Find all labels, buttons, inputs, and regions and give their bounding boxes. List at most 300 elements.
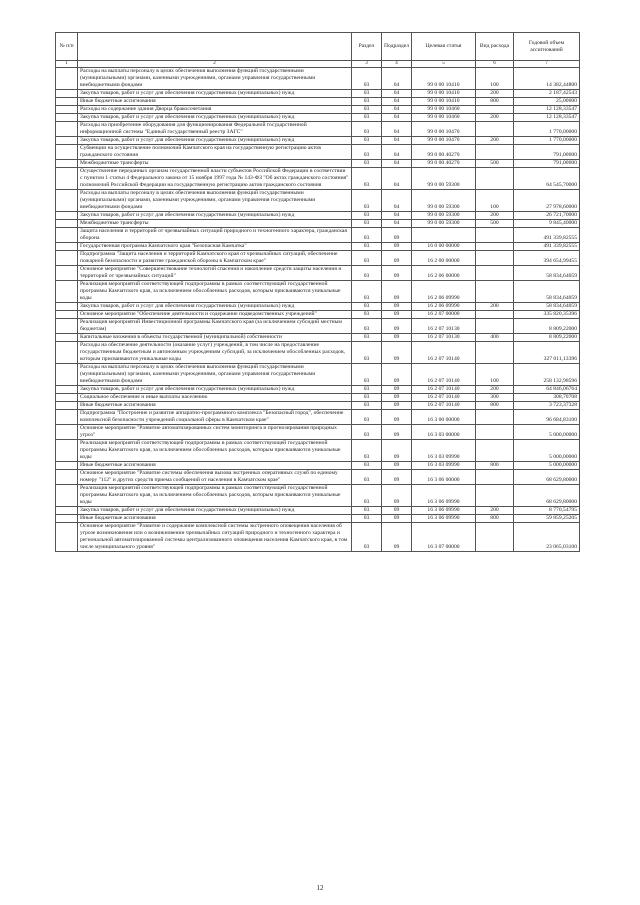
row-number-cell — [56, 410, 78, 425]
row-expense-type-cell: 200 — [476, 386, 514, 394]
table-row — [56, 145, 580, 160]
row-target-article-cell: 16 2 07 10140 — [412, 402, 476, 410]
row-target-article-cell: 16 3 06 09990 — [412, 515, 476, 523]
row-expense-type-cell — [476, 243, 514, 251]
table-row — [56, 122, 580, 137]
row-razdel-cell: 03 — [352, 311, 382, 319]
row-razdel-cell: 03 — [352, 160, 382, 168]
row-razdel-cell: 03 — [352, 266, 382, 281]
row-podrazdel-cell: 09 — [382, 386, 412, 394]
row-name-cell: Закупка товаров, работ и услуг для обеспечения государственных (муниципальных) нужд — [78, 386, 352, 394]
row-podrazdel-cell: 09 — [382, 462, 412, 470]
row-target-article-cell: 16 2 07 10140 — [412, 386, 476, 394]
row-target-article-cell: 16 2 06 09990 — [412, 303, 476, 311]
row-number-cell — [56, 440, 78, 462]
row-podrazdel-cell: 09 — [382, 342, 412, 364]
row-number-cell — [56, 319, 78, 334]
row-target-article-cell: 16 0 00 00000 — [412, 243, 476, 251]
row-name-cell: Расходы на приобретение оборудования для функционирования Федеральной государственной информационной системы "Единый государственный реестр ЗАГС" — [78, 122, 352, 137]
row-name-cell: Основное мероприятие "Совершенствование технологий спасения и накопление средств защиты населения и территорий от чрезвычайных ситуаций" — [78, 266, 352, 281]
row-razdel-cell: 03 — [352, 190, 382, 212]
row-podrazdel-cell: 09 — [382, 364, 412, 386]
row-podrazdel-cell: 04 — [382, 168, 412, 190]
row-name-cell: Расходы на выплаты персоналу в целях обеспечения выполнения функций государственными (муниципальными) органами, казенными учреждениями, органами управления государственными внебюджетными фондами — [78, 364, 352, 386]
row-target-article-cell: 99 0 00 59300 — [412, 220, 476, 228]
row-expense-type-cell — [476, 311, 514, 319]
row-expense-type-cell: 100 — [476, 364, 514, 386]
row-name-cell: Иные бюджетные ассигнования — [78, 402, 352, 410]
row-number-cell — [56, 485, 78, 507]
column-number: 7 — [514, 61, 580, 68]
table-row — [56, 515, 580, 523]
row-amount-cell: 1 770,00000 — [514, 122, 580, 137]
row-razdel-cell: 03 — [352, 523, 382, 552]
row-podrazdel-cell: 09 — [382, 251, 412, 266]
row-razdel-cell: 03 — [352, 425, 382, 440]
table-row — [56, 470, 580, 485]
row-expense-type-cell — [476, 523, 514, 552]
row-target-article-cell: 16 3 03 00000 — [412, 425, 476, 440]
row-podrazdel-cell: 09 — [382, 334, 412, 342]
row-name-cell: Иные бюджетные ассигнования — [78, 462, 352, 470]
row-podrazdel-cell: 04 — [382, 190, 412, 212]
row-target-article-cell: 99 0 00 10460 — [412, 106, 476, 114]
row-number-cell — [56, 425, 78, 440]
row-podrazdel-cell: 09 — [382, 402, 412, 410]
row-target-article-cell: 16 3 03 09990 — [412, 440, 476, 462]
row-amount-cell: 491 339,82555 — [514, 228, 580, 243]
row-razdel-cell: 03 — [352, 364, 382, 386]
row-amount-cell: 258 132,98596 — [514, 364, 580, 386]
row-number-cell — [56, 281, 78, 303]
header-no: № п/п — [56, 33, 78, 61]
row-name-cell: Межбюджетные трансферты — [78, 160, 352, 168]
row-expense-type-cell — [476, 228, 514, 243]
row-name-cell: Межбюджетные трансферты — [78, 220, 352, 228]
table-row — [56, 228, 580, 243]
row-expense-type-cell: 800 — [476, 515, 514, 523]
row-razdel-cell: 03 — [352, 168, 382, 190]
row-podrazdel-cell: 09 — [382, 266, 412, 281]
row-amount-cell: 5 000,00000 — [514, 425, 580, 440]
row-razdel-cell: 03 — [352, 106, 382, 114]
row-target-article-cell: 16 3 00 00000 — [412, 410, 476, 425]
row-expense-type-cell — [476, 485, 514, 507]
row-podrazdel-cell: 04 — [382, 145, 412, 160]
row-target-article-cell: 99 0 00 10470 — [412, 137, 476, 145]
column-number: 3 — [352, 61, 382, 68]
row-razdel-cell: 03 — [352, 137, 382, 145]
row-amount-cell: 64 545,70000 — [514, 168, 580, 190]
row-name-cell: Субвенции на осуществление полномочий Камчатского края на государственную регистрацию актов гражданского состояния — [78, 145, 352, 160]
row-razdel-cell: 03 — [352, 440, 382, 462]
row-target-article-cell: 16 3 06 09990 — [412, 485, 476, 507]
row-number-cell — [56, 243, 78, 251]
row-expense-type-cell: 800 — [476, 402, 514, 410]
row-podrazdel-cell: 09 — [382, 515, 412, 523]
row-razdel-cell: 03 — [352, 394, 382, 402]
row-expense-type-cell: 800 — [476, 98, 514, 106]
row-target-article-cell: 99 0 00 40270 — [412, 145, 476, 160]
row-podrazdel-cell: 09 — [382, 311, 412, 319]
row-razdel-cell: 03 — [352, 68, 382, 90]
table-row — [56, 114, 580, 122]
row-podrazdel-cell: 04 — [382, 160, 412, 168]
row-number-cell — [56, 251, 78, 266]
row-amount-cell: 58 834,64059 — [514, 266, 580, 281]
row-amount-cell: 9 845,40000 — [514, 220, 580, 228]
row-razdel-cell: 03 — [352, 228, 382, 243]
row-expense-type-cell: 500 — [476, 160, 514, 168]
row-expense-type-cell: 200 — [476, 303, 514, 311]
row-razdel-cell: 03 — [352, 212, 382, 220]
row-amount-cell: 12 128,33547 — [514, 114, 580, 122]
row-target-article-cell: 99 0 00 10460 — [412, 114, 476, 122]
row-name-cell: Социальное обеспечение и иные выплаты населению — [78, 394, 352, 402]
row-name-cell: Расходы на выплаты персоналу в целях обеспечения выполнения функций государственными (муниципальными) органами, казенными учреждениями, органами управления государственными внебюджетными фондами — [78, 190, 352, 212]
row-expense-type-cell — [476, 281, 514, 303]
row-target-article-cell: 99 0 00 10410 — [412, 98, 476, 106]
row-target-article-cell: 16 2 06 00000 — [412, 266, 476, 281]
row-amount-cell: 58 834,64059 — [514, 303, 580, 311]
row-target-article-cell: 16 2 07 00000 — [412, 311, 476, 319]
table-row — [56, 251, 580, 266]
table-row — [56, 106, 580, 114]
row-target-article-cell: 99 0 00 59300 — [412, 212, 476, 220]
table-row — [56, 364, 580, 386]
table-row — [56, 137, 580, 145]
row-razdel-cell: 03 — [352, 281, 382, 303]
table-row — [56, 507, 580, 515]
table-row — [56, 523, 580, 552]
row-expense-type-cell: 300 — [476, 394, 514, 402]
row-razdel-cell: 03 — [352, 122, 382, 137]
row-expense-type-cell — [476, 440, 514, 462]
row-number-cell — [56, 220, 78, 228]
table-row — [56, 485, 580, 507]
row-number-cell — [56, 106, 78, 114]
row-number-cell — [56, 334, 78, 342]
row-number-cell — [56, 364, 78, 386]
row-amount-cell: 2 187,42543 — [514, 90, 580, 98]
row-amount-cell: 64 846,06764 — [514, 386, 580, 394]
page-number: 12 — [316, 884, 324, 892]
row-amount-cell: 1 770,00000 — [514, 137, 580, 145]
row-target-article-cell: 16 2 07 10130 — [412, 334, 476, 342]
header-annual-amount: Годовой объем ассигнований — [514, 33, 580, 61]
row-target-article-cell: 16 3 06 00000 — [412, 470, 476, 485]
table-header-row — [56, 33, 580, 61]
row-podrazdel-cell: 09 — [382, 243, 412, 251]
row-number-cell — [56, 342, 78, 364]
table-row — [56, 342, 580, 364]
budget-table — [55, 32, 580, 552]
row-target-article-cell: 99 0 00 10410 — [412, 90, 476, 98]
row-expense-type-cell: 200 — [476, 212, 514, 220]
row-number-cell — [56, 515, 78, 523]
table-row — [56, 334, 580, 342]
row-amount-cell: 308,70708 — [514, 394, 580, 402]
row-podrazdel-cell: 09 — [382, 485, 412, 507]
row-name-cell: Основное мероприятие "Развитие системы обеспечения вызова экстренных оперативных служб по единому номеру "112" и других средств приема сообщений от населения в Камчатском крае" — [78, 470, 352, 485]
row-razdel-cell: 03 — [352, 145, 382, 160]
row-number-cell — [56, 145, 78, 160]
row-amount-cell: 23 065,03100 — [514, 523, 580, 552]
row-expense-type-cell — [476, 106, 514, 114]
row-amount-cell: 8 809,22000 — [514, 319, 580, 334]
row-target-article-cell: 16 2 07 10140 — [412, 364, 476, 386]
row-target-article-cell: 99 0 00 59300 — [412, 168, 476, 190]
row-name-cell: Осуществление переданных органам государственной власти субъектов Российской Федерации в соответствии с пунктом 1 статьи 4 Федерального закона от 15 ноября 1997 года № 143-ФЗ "Об актах гражданского состояния" полномочий Российской Федерации на государственную регистрацию актов гражданского состояния — [78, 168, 352, 190]
table-row — [56, 425, 580, 440]
row-name-cell: Основное мероприятие "Обеспечение деятельности и содержание подведомственных учреждений" — [78, 311, 352, 319]
table-row — [56, 402, 580, 410]
table-row — [56, 311, 580, 319]
row-podrazdel-cell: 04 — [382, 122, 412, 137]
row-podrazdel-cell: 09 — [382, 440, 412, 462]
column-number: 6 — [476, 61, 514, 68]
row-expense-type-cell — [476, 145, 514, 160]
table-row — [56, 319, 580, 334]
row-razdel-cell: 03 — [352, 470, 382, 485]
row-number-cell — [56, 168, 78, 190]
table-row — [56, 160, 580, 168]
row-name-cell: Реализация мероприятий соответствующей подпрограммы в рамках соответствующей государственной программы Камчатского края, за исключением обособленных расходов, которым присваиваются уникальные коды — [78, 281, 352, 303]
table-row — [56, 410, 580, 425]
row-target-article-cell: 16 3 03 09990 — [412, 462, 476, 470]
row-expense-type-cell — [476, 470, 514, 485]
row-number-cell — [56, 98, 78, 106]
row-amount-cell: 491 339,82555 — [514, 243, 580, 251]
row-name-cell: Основное мероприятие "Развитие и содержание комплексной системы экстренного оповещения населения об угрозе возникновения или о возникновении чрезвычайных ситуаций природного и техногенного характера и региональной автоматизированной системы централизованного оповещения населения Камчатского края, в том числе муниципального уровня" — [78, 523, 352, 552]
row-razdel-cell: 03 — [352, 410, 382, 425]
table-row — [56, 394, 580, 402]
row-razdel-cell: 03 — [352, 319, 382, 334]
row-name-cell: Закупка товаров, работ и услуг для обеспечения государственных (муниципальных) нужд — [78, 507, 352, 515]
row-amount-cell: 12 128,33547 — [514, 106, 580, 114]
row-amount-cell: 8 770,54795 — [514, 507, 580, 515]
header-name — [78, 33, 352, 61]
row-razdel-cell: 03 — [352, 386, 382, 394]
header-podrazdel: Подраздел — [382, 33, 412, 61]
row-amount-cell: 14 382,44800 — [514, 68, 580, 90]
row-amount-cell: 3 723,37328 — [514, 402, 580, 410]
row-razdel-cell: 03 — [352, 303, 382, 311]
row-number-cell — [56, 303, 78, 311]
row-amount-cell: 394 654,99455 — [514, 251, 580, 266]
row-expense-type-cell: 200 — [476, 507, 514, 515]
row-razdel-cell: 03 — [352, 402, 382, 410]
row-number-cell — [56, 507, 78, 515]
row-razdel-cell: 03 — [352, 334, 382, 342]
row-number-cell — [56, 394, 78, 402]
row-podrazdel-cell: 09 — [382, 394, 412, 402]
row-name-cell: Капитальные вложения в объекты государственной (муниципальной) собственности — [78, 334, 352, 342]
row-razdel-cell: 03 — [352, 220, 382, 228]
row-target-article-cell: 16 2 00 00000 — [412, 251, 476, 266]
row-name-cell: Реализация мероприятий соответствующей подпрограммы в рамках соответствующей государственной программы Камчатского края, за исключением обособленных расходов, которым присваиваются уникальные коды — [78, 440, 352, 462]
table-row — [56, 303, 580, 311]
row-number-cell — [56, 114, 78, 122]
row-podrazdel-cell: 04 — [382, 220, 412, 228]
row-target-article-cell: 99 0 00 40270 — [412, 160, 476, 168]
row-expense-type-cell — [476, 410, 514, 425]
row-razdel-cell: 03 — [352, 98, 382, 106]
header-expense-type: Вид расхода — [476, 33, 514, 61]
budget-table-sheet — [55, 32, 579, 552]
row-podrazdel-cell: 09 — [382, 303, 412, 311]
row-name-cell: Реализация мероприятий Инвестиционной программы Камчатского края (за исключением субсидий местным бюджетам) — [78, 319, 352, 334]
row-amount-cell: 59 859,25205 — [514, 515, 580, 523]
row-expense-type-cell — [476, 342, 514, 364]
row-amount-cell: 8 809,22000 — [514, 334, 580, 342]
row-podrazdel-cell: 09 — [382, 523, 412, 552]
header-target-article: Целевая статья — [412, 33, 476, 61]
table-row — [56, 220, 580, 228]
row-name-cell: Закупка товаров, работ и услуг для обеспечения государственных (муниципальных) нужд — [78, 137, 352, 145]
table-row — [56, 462, 580, 470]
row-razdel-cell: 03 — [352, 114, 382, 122]
table-row — [56, 98, 580, 106]
table-row — [56, 190, 580, 212]
table-body — [56, 68, 580, 552]
row-podrazdel-cell: 09 — [382, 507, 412, 515]
row-podrazdel-cell: 04 — [382, 68, 412, 90]
row-name-cell: Расходы на содержание здания Дворца бракосочетания — [78, 106, 352, 114]
row-amount-cell: 96 684,83100 — [514, 410, 580, 425]
row-podrazdel-cell: 09 — [382, 425, 412, 440]
row-amount-cell: 335 820,35396 — [514, 311, 580, 319]
row-number-cell — [56, 228, 78, 243]
row-amount-cell: 791,00000 — [514, 145, 580, 160]
row-podrazdel-cell: 04 — [382, 90, 412, 98]
row-expense-type-cell — [476, 122, 514, 137]
row-expense-type-cell: 500 — [476, 220, 514, 228]
row-razdel-cell: 03 — [352, 485, 382, 507]
table-row — [56, 386, 580, 394]
row-podrazdel-cell: 04 — [382, 137, 412, 145]
row-expense-type-cell — [476, 425, 514, 440]
row-target-article-cell: 16 3 06 09990 — [412, 507, 476, 515]
table-row — [56, 281, 580, 303]
column-number: 1 — [56, 61, 78, 68]
row-number-cell — [56, 212, 78, 220]
header-razdel: Раздел — [352, 33, 382, 61]
row-podrazdel-cell: 04 — [382, 106, 412, 114]
row-amount-cell: 27 978,60000 — [514, 190, 580, 212]
table-row — [56, 440, 580, 462]
row-name-cell: Иные бюджетные ассигнования — [78, 515, 352, 523]
row-number-cell — [56, 190, 78, 212]
row-number-cell — [56, 402, 78, 410]
column-number: 5 — [412, 61, 476, 68]
row-expense-type-cell: 200 — [476, 137, 514, 145]
row-target-article-cell: 16 2 07 10140 — [412, 342, 476, 364]
row-podrazdel-cell: 04 — [382, 212, 412, 220]
row-target-article-cell: 16 2 07 10140 — [412, 394, 476, 402]
table-row — [56, 168, 580, 190]
row-razdel-cell: 03 — [352, 243, 382, 251]
row-number-cell — [56, 311, 78, 319]
row-number-cell — [56, 266, 78, 281]
row-number-cell — [56, 523, 78, 552]
table-row — [56, 243, 580, 251]
row-podrazdel-cell: 09 — [382, 281, 412, 303]
row-podrazdel-cell: 09 — [382, 228, 412, 243]
row-expense-type-cell — [476, 319, 514, 334]
row-name-cell: Закупка товаров, работ и услуг для обеспечения государственных (муниципальных) нужд — [78, 303, 352, 311]
row-number-cell — [56, 470, 78, 485]
row-name-cell: Реализация мероприятий соответствующей подпрограммы в рамках соответствующей государственной программы Камчатского края, за исключением обособленных расходов, которым присваиваются уникальные коды — [78, 485, 352, 507]
row-name-cell: Основное мероприятие "Развитие автоматизированных систем мониторинга и прогнозирования природных угроз" — [78, 425, 352, 440]
row-target-article-cell: 99 0 00 59300 — [412, 190, 476, 212]
row-name-cell: Закупка товаров, работ и услуг для обеспечения государственных (муниципальных) нужд — [78, 90, 352, 98]
row-number-cell — [56, 386, 78, 394]
table-row — [56, 68, 580, 90]
row-podrazdel-cell: 09 — [382, 410, 412, 425]
row-target-article-cell — [412, 228, 476, 243]
table-row — [56, 90, 580, 98]
row-razdel-cell: 03 — [352, 462, 382, 470]
row-target-article-cell: 99 0 00 10410 — [412, 68, 476, 90]
row-expense-type-cell: 100 — [476, 190, 514, 212]
row-razdel-cell: 03 — [352, 515, 382, 523]
row-expense-type-cell: 200 — [476, 90, 514, 98]
row-number-cell — [56, 90, 78, 98]
column-number: 2 — [78, 61, 352, 68]
row-name-cell: Расходы на выплаты персоналу в целях обеспечения выполнения функций государственными (муниципальными) органами, казенными учреждениями, органами управления государственными внебюджетными фондами — [78, 68, 352, 90]
row-razdel-cell: 03 — [352, 251, 382, 266]
column-number-row — [56, 61, 580, 68]
row-podrazdel-cell: 04 — [382, 114, 412, 122]
row-number-cell — [56, 68, 78, 90]
row-amount-cell: 5 000,00000 — [514, 440, 580, 462]
column-number: 4 — [382, 61, 412, 68]
row-expense-type-cell — [476, 168, 514, 190]
row-number-cell — [56, 122, 78, 137]
table-row — [56, 212, 580, 220]
row-expense-type-cell: 400 — [476, 334, 514, 342]
row-podrazdel-cell: 04 — [382, 98, 412, 106]
row-amount-cell: 5 000,00000 — [514, 462, 580, 470]
row-name-cell: Подпрограмма "Защита населения и территорий Камчатского края от чрезвычайных ситуаций, обеспечение пожарной безопасности и развитие гражданской обороны в Камчатском крае" — [78, 251, 352, 266]
row-name-cell: Защита населения и территорий от чрезвычайных ситуаций природного и техногенного характера, гражданская оборона — [78, 228, 352, 243]
row-name-cell: Подпрограмма "Построение и развитие аппаратно-программного комплекса "Безопасный город", обеспечение комплексной безопасности учреждений социальной сферы в Камчатском крае" — [78, 410, 352, 425]
row-target-article-cell: 16 3 07 00000 — [412, 523, 476, 552]
row-number-cell — [56, 137, 78, 145]
row-razdel-cell: 03 — [352, 507, 382, 515]
row-amount-cell: 58 834,64059 — [514, 281, 580, 303]
row-name-cell: Закупка товаров, работ и услуг для обеспечения государственных (муниципальных) нужд — [78, 212, 352, 220]
row-razdel-cell: 03 — [352, 342, 382, 364]
row-razdel-cell: 03 — [352, 90, 382, 98]
row-name-cell: Закупка товаров, работ и услуг для обеспечения государственных (муниципальных) нужд — [78, 114, 352, 122]
row-expense-type-cell: 800 — [476, 462, 514, 470]
row-expense-type-cell: 100 — [476, 68, 514, 90]
row-amount-cell: 68 629,80000 — [514, 470, 580, 485]
row-podrazdel-cell: 09 — [382, 319, 412, 334]
row-amount-cell: 25,00000 — [514, 98, 580, 106]
row-name-cell: Расходы на обеспечение деятельности (оказание услуг) учреждений, в том числе на предоставление государственным бюджетным и автономным учреждениям субсидий, за исключением обособленных расходов, которым присваиваются уникальные коды — [78, 342, 352, 364]
row-target-article-cell: 99 0 00 10470 — [412, 122, 476, 137]
row-name-cell: Иные бюджетные ассигнования — [78, 98, 352, 106]
row-expense-type-cell: 200 — [476, 114, 514, 122]
row-name-cell: Государственная программа Камчатского края "Безопасная Камчатка" — [78, 243, 352, 251]
row-number-cell — [56, 462, 78, 470]
row-target-article-cell: 16 2 06 09990 — [412, 281, 476, 303]
row-amount-cell: 26 721,70000 — [514, 212, 580, 220]
row-amount-cell: 68 629,80000 — [514, 485, 580, 507]
